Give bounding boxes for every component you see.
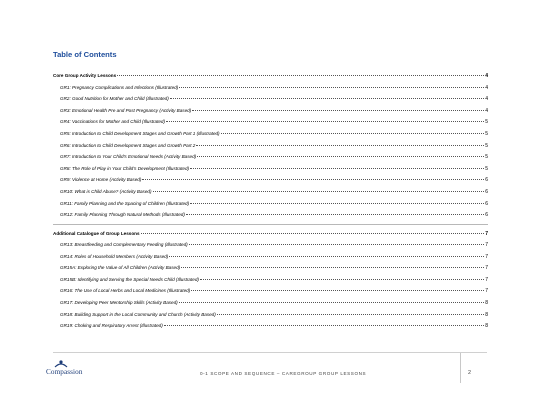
toc-entry-label: GR11: Family Planning and the Spacing of Children (Illustrated) [60, 200, 190, 206]
toc-entry-label: GR1: Pregnancy Complications and Infections (Illustrated) [60, 84, 179, 90]
footer-vertical-divider [460, 353, 461, 383]
toc-entry-label: GR16: The Use of Local Herbs and Local Medicines (Illustrated) [60, 288, 191, 294]
dot-leader [190, 168, 484, 169]
toc-entry-label: GR18: Building Support in the Local Community and Church (Activity Based) [60, 311, 216, 317]
toc-entry-label: GR19: Choking and Respiratory Arrest (Illustrated) [60, 323, 163, 329]
toc-entry-label: GR6: Introduction to Child Development Stages and Growth Part 2 [60, 142, 196, 148]
toc-page-number: 7 [485, 230, 488, 237]
toc-page-number: 8 [485, 323, 488, 330]
dot-leader [191, 290, 484, 291]
toc-page-number: 5 [485, 165, 488, 172]
toc-lesson-entry[interactable] [53, 309, 488, 321]
toc-page-number: 8 [485, 311, 488, 318]
toc-entry-label: GR9: Violence at Home (Activity Based) [60, 177, 142, 183]
toc-lesson-entry[interactable] [53, 82, 488, 94]
dot-leader [169, 256, 484, 257]
toc-lesson-entry[interactable] [53, 239, 488, 251]
logo-text: Compassion [46, 368, 83, 376]
toc-lesson-entry[interactable] [53, 320, 488, 332]
dot-leader [192, 110, 484, 111]
footer-divider [53, 352, 487, 353]
toc-entry-label: GR7: Introduction to Your Child’s Emotional Needs (Activity Based) [60, 154, 197, 160]
toc-page-number: 7 [485, 242, 488, 249]
dot-leader [189, 244, 485, 245]
toc-page-number: 6 [485, 200, 488, 207]
toc-entry-label: GR5: Introduction to Child Development Stages and Growth Part 1 (Illustrated) [60, 130, 220, 136]
toc-page-number: 4 [485, 107, 488, 114]
toc-lesson-entry[interactable] [53, 198, 488, 210]
table-of-contents [53, 70, 488, 332]
dot-leader [197, 156, 484, 157]
dot-leader [179, 87, 484, 88]
section-divider [53, 224, 488, 225]
toc-lesson-entry[interactable] [53, 116, 488, 128]
toc-entry-label: GR17: Developing Peer Mentorship Skills (Activity Based) [60, 300, 178, 306]
toc-page-number: 4 [485, 96, 488, 103]
dot-leader [166, 121, 484, 122]
toc-lesson-entry[interactable] [53, 297, 488, 309]
logo-mark-icon [54, 360, 68, 368]
dot-leader [190, 203, 484, 204]
toc-entry-label: GR14: Roles of Household Members (Activity Based) [60, 253, 169, 259]
toc-lesson-entry[interactable] [53, 105, 488, 117]
toc-lesson-entry[interactable] [53, 163, 488, 175]
toc-page-number: 7 [485, 265, 488, 272]
dot-leader [186, 214, 484, 215]
toc-entry-label: GR8: The Role of Play in Your Child’s Development (Illustrated) [60, 165, 190, 171]
toc-page-number: 5 [485, 130, 488, 137]
dot-leader [142, 179, 484, 180]
toc-entry-label: GR2: Good Nutrition for Mother and Child (Illustrated) [60, 96, 169, 102]
toc-lesson-entry[interactable] [53, 209, 488, 221]
dot-leader [170, 98, 484, 99]
footer-doc-label: 0-1 SCOPE AND SEQUENCE – CAREGROUP GROUP LESSONS [200, 371, 367, 376]
toc-page-number: 6 [485, 212, 488, 219]
toc-page-number: 4 [485, 73, 488, 79]
toc-entry-label: Core Group Activity Lessons [53, 73, 117, 78]
dot-leader [217, 314, 484, 315]
toc-page-number: 5 [485, 119, 488, 126]
page-number: 2 [468, 370, 471, 376]
toc-section-entry[interactable] [53, 70, 488, 82]
toc-page-number: 5 [485, 154, 488, 161]
toc-lesson-entry[interactable] [53, 285, 488, 297]
dot-leader [221, 133, 485, 134]
toc-lesson-entry[interactable] [53, 274, 488, 286]
toc-entry-label: GR3: Emotional Health Pre and Post Pregnancy (Activity Based) [60, 107, 192, 113]
dot-leader [200, 279, 484, 280]
toc-page-number: 6 [485, 177, 488, 184]
toc-entry-label: GR15B: Identifying and Serving the Special Needs Child (Illustrated) [60, 276, 199, 282]
toc-entry-label: GR13: Breastfeeding and Complementary Feeding (Illustrated) [60, 242, 188, 248]
dot-leader [141, 233, 485, 234]
toc-page-number: 5 [485, 142, 488, 149]
toc-entry-label: Additional Catalogue of Group Lessons [53, 230, 140, 236]
toc-lesson-entry[interactable] [53, 174, 488, 186]
dot-leader [117, 75, 484, 76]
toc-lesson-entry[interactable] [53, 251, 488, 263]
dot-leader [153, 191, 485, 192]
toc-lesson-entry[interactable] [53, 140, 488, 152]
toc-page-number: 7 [485, 276, 488, 283]
toc-title: Table of Contents [53, 50, 117, 59]
toc-page-number: 7 [485, 288, 488, 295]
toc-page-number: 4 [485, 84, 488, 91]
dot-leader [179, 302, 485, 303]
toc-page-number: 8 [485, 300, 488, 307]
toc-page-number: 7 [485, 253, 488, 260]
dot-leader [196, 145, 484, 146]
dot-leader [164, 325, 484, 326]
toc-page-number: 6 [485, 188, 488, 195]
toc-entry-label: GR4: Vaccinations for Mother and Child (Illustrated) [60, 119, 166, 125]
toc-entry-label: GR15A: Exploring the Value of All Children (Activity Based) [60, 265, 181, 271]
toc-entry-label: GR12: Family Planning Through Natural Methods (Illustrated) [60, 212, 185, 218]
toc-lesson-entry[interactable] [53, 186, 488, 198]
toc-lesson-entry[interactable] [53, 93, 488, 105]
toc-lesson-entry[interactable] [53, 151, 488, 163]
dot-leader [181, 267, 484, 268]
compassion-logo [44, 360, 104, 380]
toc-lesson-entry[interactable] [53, 128, 488, 140]
toc-section-entry[interactable] [53, 228, 488, 240]
toc-lesson-entry[interactable] [53, 262, 488, 274]
toc-entry-label: GR10: What is Child Abuse? (Activity Based) [60, 188, 152, 194]
